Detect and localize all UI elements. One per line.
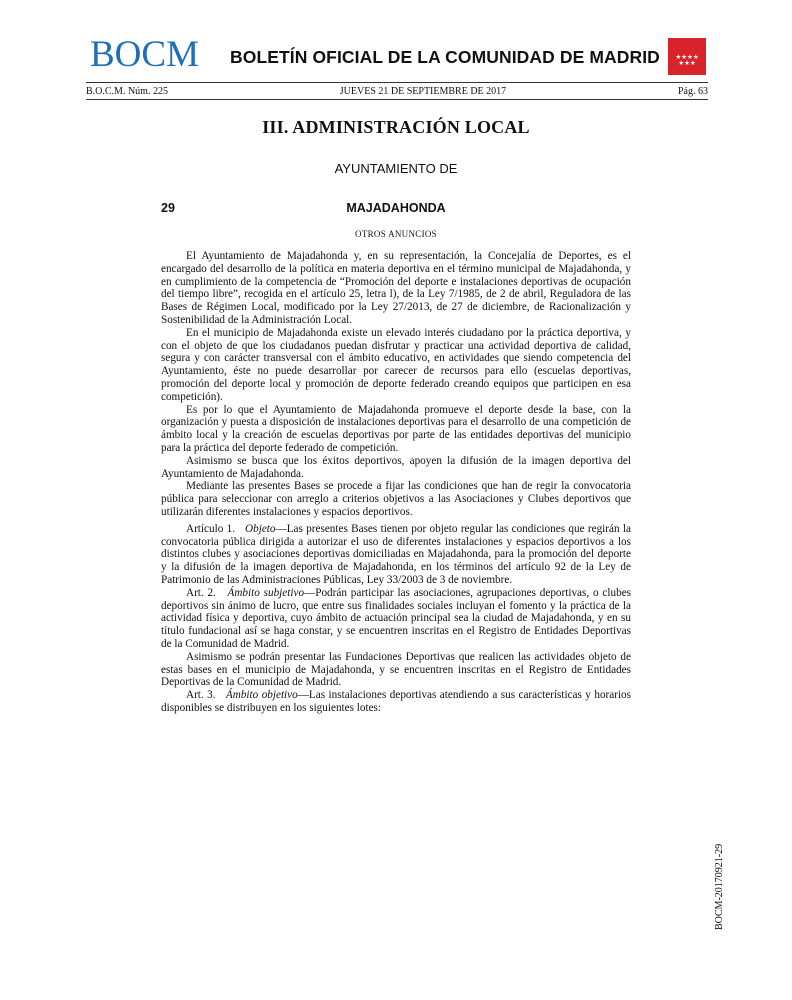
article-1-heading: Objeto bbox=[245, 522, 276, 535]
article-2-heading: Ámbito subjetivo bbox=[227, 586, 305, 599]
article-3-label: Art. 3. bbox=[186, 689, 216, 702]
article-3 bbox=[161, 689, 631, 715]
article-2 bbox=[161, 587, 631, 651]
paragraph-2: En el municipio de Majadahonda existe un elevado interés ciudadano por la práctica deportiva, y con el objeto de que los ciudadanos puedan disfrutar y practicar una actividad deportiva de calidad, segura y con carácter transversal con el ámbito educativo, en actividades que siendo competencia del Ayuntamiento, éste no puede desarrollar por carecer de recursos para ello (escuelas deportivas, promoción del deporte local y promoción de deporte federado creando equipos que participen en esa competición). bbox=[161, 326, 631, 403]
announcement-kind: OTROS ANUNCIOS bbox=[355, 229, 437, 239]
document-body bbox=[161, 250, 631, 715]
article-3-heading: Ámbito objetivo bbox=[225, 689, 298, 702]
article-1 bbox=[161, 523, 631, 587]
announcement-number: 29 bbox=[161, 201, 175, 215]
city-name: MAJADAHONDA bbox=[346, 201, 446, 215]
flag-stars-bottom: ★★★ bbox=[678, 59, 696, 67]
paragraph-4: Asimismo se busca que los éxitos deportivos, apoyen la difusión de la imagen deportiva del Ayuntamiento de Majadahonda. bbox=[161, 454, 631, 480]
article-2-extra: Asimismo se podrán presentar las Fundaciones Deportivas que realicen las actividades objeto de estas bases en el municipio de Majadahonda, y se encuentren inscritas en el Registro de Entidades Deportivas de la Comunidad de Madrid. bbox=[161, 650, 631, 689]
bocm-logo: BOCM bbox=[90, 34, 199, 75]
article-2-label: Art. 2. bbox=[186, 586, 216, 599]
article-1-text: —Las presentes Bases tienen por objeto regular las condiciones que regirán la convocatoria pública dirigida a autorizar el uso de diferentes instalaciones y espacios deportivos a los distintos clubes y asociaciones deportivas domiciliadas en Majadahonda, para la promoción del deporte y la difusión de la imagen deportiva de Majadahonda, en los términos del artículo 92 de la Ley de Patrimonio de las Administraciones Públicas, Ley 33/2003 de 3 de noviembre. bbox=[161, 522, 631, 586]
flag-stars-top: ★★★★ bbox=[675, 53, 699, 61]
section-title: III. ADMINISTRACIÓN LOCAL bbox=[262, 117, 530, 137]
running-header bbox=[86, 86, 708, 97]
article-2-text: —Podrán participar las asociaciones, agrupaciones deportivas, o clubes deportivos sin ánimo de lucro, que entre sus finalidades sociales incluyan el fomento y la práctica de la actividad física y deportiva, cuyo ámbito de actuación principal sea la ciudad de Majadahonda, y en su título fundacional así se haga constar, y se encuentren inscritas en el Registro de Entidades Deportivas de la Comunidad de Madrid. bbox=[161, 586, 632, 650]
header-rule-bottom bbox=[86, 99, 708, 100]
paragraph-5: Mediante las presentes Bases se procede a fijar las condiciones que han de regir la convocatoria pública para seleccionar con arreglo a criterios objetivos a las Asociaciones y Clubes deportivos que utilizarán diferentes instalaciones y espacios deportivos. bbox=[161, 480, 631, 518]
paragraph-3: Es por lo que el Ayuntamiento de Majadahonda promueve el deporte desde la base, con la organización y puesta a disposición de instalaciones deportivas para el desarrollo de una competición de ámbito local y la creación de escuelas deportivas por parte de las entidades deportivas del municipio para la práctica del deporte federado de competición. bbox=[161, 403, 631, 454]
document-code: BOCM-20170921-29 bbox=[714, 843, 725, 930]
section-subtitle: AYUNTAMIENTO DE bbox=[334, 161, 458, 176]
paragraph-1: El Ayuntamiento de Majadahonda y, en su representación, la Concejalía de Deportes, es el encargado del desarrollo de la política en materia deportiva en el término municipal de Majadahonda, y en cumplimiento de la competencia de “Promoción del deporte e instalaciones deportivas de ocupación del tiempo libre”, recogida en el artículo 25, letra l), de la Ley 7/1985, de 2 de abril, Reguladora de las Bases de Régimen Local, modificado por la Ley 27/2013, de 27 de diciembre, de Racionalización y Sostenibilidad de la Administración Local. bbox=[161, 250, 631, 326]
header-rule-top bbox=[86, 82, 708, 83]
madrid-flag-logo bbox=[668, 38, 706, 75]
issue-number: B.O.C.M. Núm. 225 bbox=[86, 86, 168, 97]
article-3-text: —Las instalaciones deportivas atendiendo a sus características y horarios disponibles se distribuyen en los siguientes lotes: bbox=[161, 689, 632, 714]
bulletin-title: BOLETÍN OFICIAL DE LA COMUNIDAD DE MADRID bbox=[230, 47, 660, 67]
page-number: Pág. 63 bbox=[677, 86, 708, 97]
issue-date: JUEVES 21 DE SEPTIEMBRE DE 2017 bbox=[339, 86, 507, 97]
article-1-label: Artículo 1. bbox=[186, 522, 236, 535]
